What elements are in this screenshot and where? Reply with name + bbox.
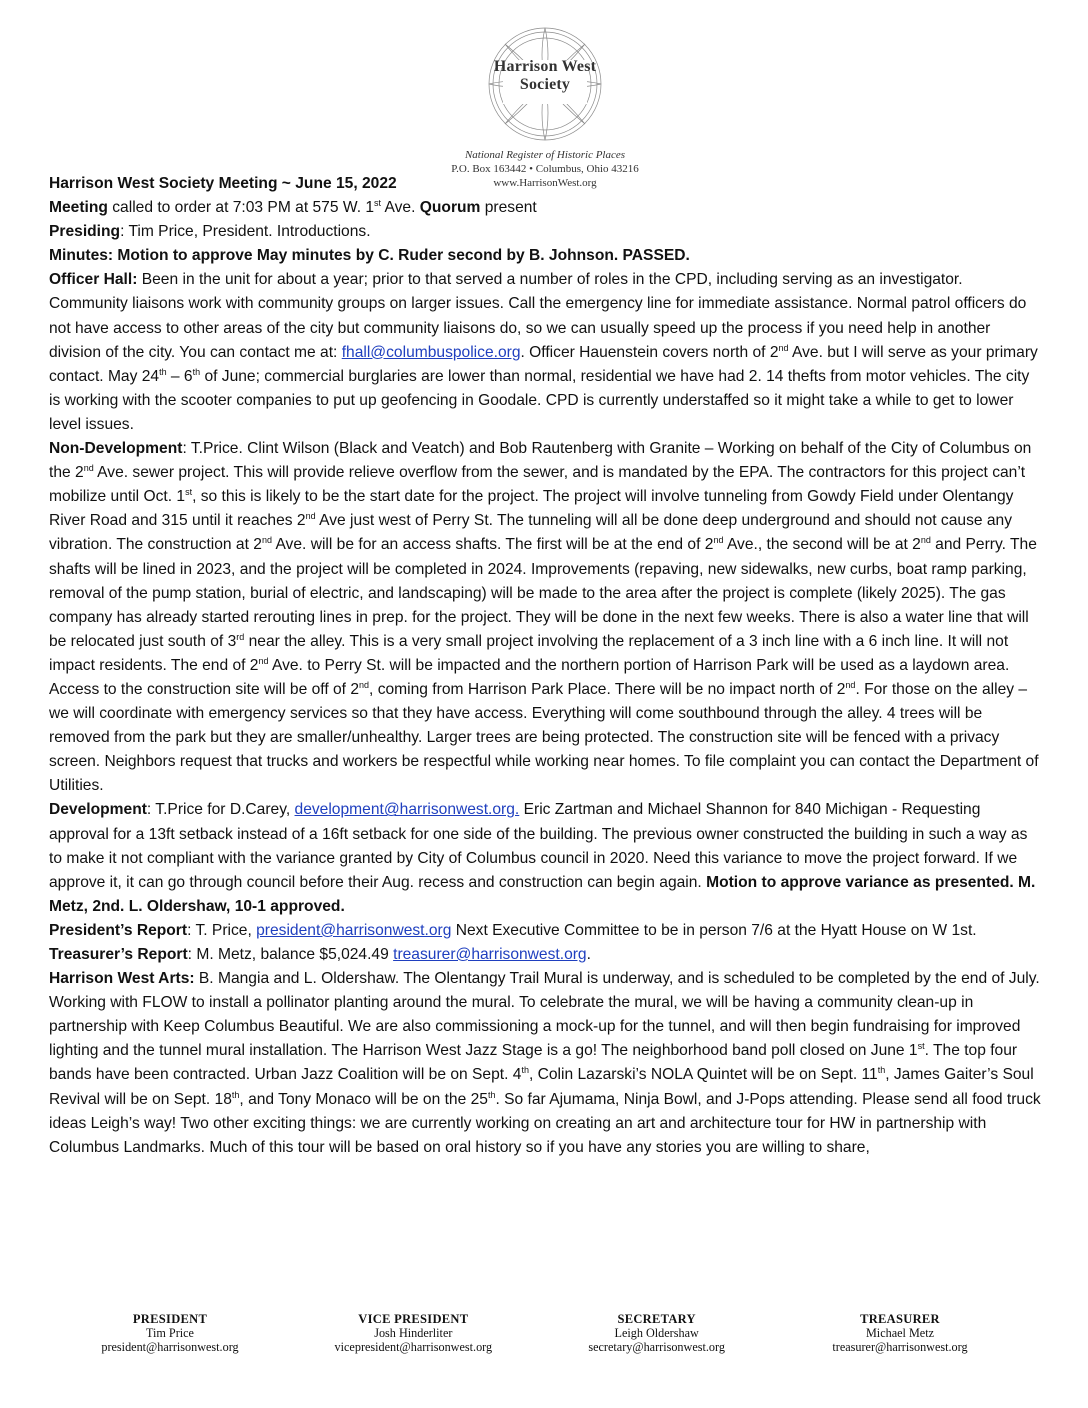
superscript: nd [258, 655, 269, 666]
arts-text: , Colin Lazarski’s NOLA Quintet will be on Sept. 11 [528, 1066, 878, 1084]
nondev-text: Ave. will be for an access shafts. The first will be at the end of 2 [271, 536, 714, 554]
dev-text: : T.Price for D.Carey, [146, 801, 295, 819]
presiding-label: Presiding [49, 223, 121, 241]
meeting-title [49, 172, 1044, 196]
superscript: nd [305, 511, 316, 522]
presiding-paragraph [49, 220, 1044, 244]
superscript: th [192, 366, 201, 377]
arts-text: B. Mangia and L. Oldershaw. The Olentangy Trail Mural is underway, and is scheduled to be completed by the end of July. Working with FLOW to install a pollinator planting around the mural. To celebrate the mural, we will be having a community clean-up in partnership with Keep Columbus Beautiful. We are also commissioning a mock-up for the tunnel, and will then begin fundraising for improved lighting and the tunnel mural installation. The Harrison West Jazz Stage is a go! The neighborhood band poll closed on June 1 [49, 970, 1040, 1060]
officer-name: Leigh Oldershaw [614, 1326, 699, 1340]
development-motion: Motion to approve variance as presented. M. Metz, 2nd. L. Oldershaw, 10-1 approved. [49, 873, 1036, 915]
superscript: th [159, 366, 167, 377]
harrison-west-arts-paragraph [49, 967, 1044, 1160]
nondev-text: , so this is likely to be the start date for the project. The project will involve tunneling from Gowdy Field under Olentangy River Road and 315 until it reaches 2 [49, 488, 1014, 530]
minutes-body [49, 172, 1044, 1160]
seal-name-line1: Harrison West [493, 58, 597, 75]
superscript: nd [713, 535, 724, 546]
nondev-text: and Perry. The shafts will be lined in 2023, and the project will be completed in 2024. Improvements (repaving, new sidewalks, new curbs, boat ramp parking, removal of the pump station, burial of electric, and landscaping) will be made to the area after the project is complete (likely 2025). The gas company has already started rerouting lines in prep. for the project. They will be done in the next few weeks. There is also a water line that will be relocated just south of 3 [49, 536, 1037, 650]
treas-text: . [586, 946, 591, 963]
pres-text: Next Executive Committee to be in person 7/6 at the Hyatt House on W 1st. [451, 921, 977, 939]
officer-name: Michael Metz [865, 1326, 934, 1340]
arts-label: Harrison West Arts: [49, 970, 195, 988]
non-development-label: Non-Development [49, 440, 183, 458]
treasurers-report-paragraph [49, 943, 1044, 967]
arts-text: . So far Ajumama, Ninja Bowl, and J-Pops attending. Please send all food truck ideas Leigh’s way! Two other exciting things: we are currently working on creating an art and architecture tour for HW in partnership with Columbus Landmarks. Much of this tour will be based on oral history so if you have any stories you are willing to share, [49, 1090, 1041, 1156]
officer-role: TREASURER [860, 1312, 940, 1326]
treasurer-email-link[interactable]: treasurer@harrisonwest.org [393, 946, 587, 963]
meeting-title-text: Harrison West Society Meeting ~ June 15, 2022 [49, 175, 397, 192]
seal-name-line2: Society [519, 76, 571, 93]
arts-text: , and Tony Monaco will be on the 25 [239, 1090, 488, 1108]
superscript: th [521, 1065, 529, 1076]
nondev-text: Ave. sewer project. This will provide relieve overflow from the sewer, and is mandated by the EPA. The contractors for this project can’t mobilize until Oct. 1 [49, 464, 1026, 506]
meeting-text: called to order at 7:03 PM at 575 W. 1 [107, 199, 375, 217]
non-development-paragraph [49, 437, 1044, 798]
president-email-link[interactable]: president@harrisonwest.org [256, 921, 452, 939]
officer-name: Josh Hinderliter [374, 1326, 453, 1340]
seal-society-name [485, 58, 605, 94]
development-label: Development [49, 801, 147, 819]
minutes-motion: Minutes: Motion to approve May minutes by C. Ruder second by B. Johnson. PASSED. [49, 247, 690, 265]
nondev-text: near the alley. This is a very small project involving the replacement of a 3 inch line with a 6 inch line. It will not impact residents. The end of 2 [49, 632, 1009, 674]
officers-footer [60, 1312, 1010, 1354]
officer-hall-label: Officer Hall: [49, 271, 138, 289]
arts-text: , James Gaiter’s Soul Revival will be on Sept. 18 [49, 1066, 1034, 1108]
officer-email: vicepresident@harrisonwest.org [334, 1340, 493, 1354]
officer-treasurer [790, 1312, 1010, 1354]
nondev-text: : T.Price. Clint Wilson (Black and Veatch) and Bob Rautenberg with Granite – Working on behalf of the City of Columbus on the 2 [49, 440, 1032, 482]
nondev-text: . For those on the alley – we will coordinate with emergency services so that they have access. Everything will come southbound through the alley. 4 trees will be removed from the park but they are smaller/unhealthy. Larger trees are being protected. The construction site will be fenced with a privacy screen. Neighbors request that trucks and workers be respectful while working near homes. To file complaint you can contact the Department of Utilities. [49, 680, 1039, 795]
officer-email: secretary@harrisonwest.org [588, 1340, 725, 1354]
meeting-label: Meeting [49, 199, 108, 217]
minutes-paragraph [49, 244, 1044, 268]
nondev-text: Ave. to Perry St. will be impacted and the northern portion of Harrison Park will be used as a laydown area. Access to the construction site will be off of 2 [49, 656, 1010, 698]
superscript: st [185, 487, 193, 498]
quorum-label: Quorum [419, 199, 481, 217]
officer-text: . Officer Hauenstein covers north of 2 [520, 343, 779, 361]
arts-text: . The top four bands have been contracted. Urban Jazz Coalition will be on Sept. 4 [49, 1042, 1018, 1084]
superscript: nd [261, 535, 272, 546]
nondev-text: Ave., the second will be at 2 [723, 536, 921, 554]
superscript: nd [83, 462, 94, 473]
presidents-report-paragraph [49, 919, 1044, 943]
officer-role: SECRETARY [617, 1312, 696, 1326]
society-seal-logo [485, 24, 605, 144]
letterhead-tagline: National Register of Historic Places [464, 149, 626, 161]
superscript: nd [920, 535, 931, 546]
superscript: rd [236, 631, 245, 642]
development-paragraph [49, 798, 1044, 918]
meeting-called-paragraph [49, 196, 1044, 220]
officer-text: – 6 [166, 367, 193, 385]
development-email-link[interactable]: development@harrisonwest.org. [294, 801, 520, 819]
officer-email-link[interactable]: fhall@columbuspolice.org [341, 343, 521, 361]
superscript: th [231, 1089, 240, 1100]
officer-hall-paragraph [49, 268, 1044, 437]
officer-secretary [547, 1312, 767, 1354]
officer-email: treasurer@harrisonwest.org [832, 1340, 968, 1354]
letterhead-address: P.O. Box 163442 • Columbus, Ohio 43216 [451, 163, 639, 175]
officer-vice-president [303, 1312, 523, 1354]
superscript: st [917, 1041, 925, 1052]
officer-name: Tim Price [146, 1326, 194, 1340]
quorum-text: present [480, 199, 537, 217]
letterhead-website: www.HarrisonWest.org [493, 177, 597, 189]
nondev-text: Ave just west of Perry St. The tunneling will all be done deep underground and should not cause any vibration. The construction at 2 [49, 512, 1013, 554]
meeting-text: Ave. [381, 199, 420, 217]
officer-role: VICE PRESIDENT [358, 1312, 469, 1326]
presidents-report-label: President’s Report [49, 921, 188, 939]
officer-email: president@harrisonwest.org [101, 1340, 239, 1354]
treas-text: : M. Metz, balance $5,024.49 [187, 946, 394, 963]
presiding-text: : Tim Price, President. Introductions. [120, 223, 371, 241]
dev-text: Eric Zartman and Michael Shannon for 840 Michigan - Requesting approval for a 13ft setback instead of a 16ft setback for one side of the building. The previous owner constructed the building in such a way as to make it not compliant with the variance granted by City of Columbus council in 2020. Need this variance to move the project forward. If we approve it, it can go through council before their Aug. recess and construction can begin again. [49, 801, 1028, 891]
treasurers-report-label: Treasurer’s Report [49, 946, 188, 963]
officer-president [60, 1312, 280, 1354]
pres-text: : T. Price, [187, 921, 257, 939]
superscript: nd [845, 679, 856, 690]
superscript: st [374, 197, 382, 208]
superscript: nd [359, 679, 370, 690]
officer-text: Been in the unit for about a year; prior to that served a number of roles in the CPD, including serving as an investigator. Community liaisons work with community groups on larger issues. Call the emergency line for immediate assistance. Normal patrol officers do not have access to other areas of the city but community liaisons do, so we can usually speed up the process if you need help in another division of the city. You can contact me at: [49, 271, 1027, 361]
officer-text: of June; commercial burglaries are lower than normal, residential we have had 2. 14 thefts from motor vehicles. The city is working with the scooter companies to put up geofencing in Goodale. CPD is currently understaffed so it might take a while to get to lower level issues. [49, 367, 1030, 433]
officer-text: Ave. but I will serve as your primary contact. May 24 [49, 343, 1038, 385]
letterhead [420, 24, 670, 190]
superscript: nd [778, 342, 789, 353]
superscript: th [487, 1089, 496, 1100]
nondev-text: , coming from Harrison Park Place. There will be no impact north of 2 [369, 680, 846, 698]
superscript: th [877, 1065, 886, 1076]
officer-role: PRESIDENT [132, 1312, 208, 1326]
